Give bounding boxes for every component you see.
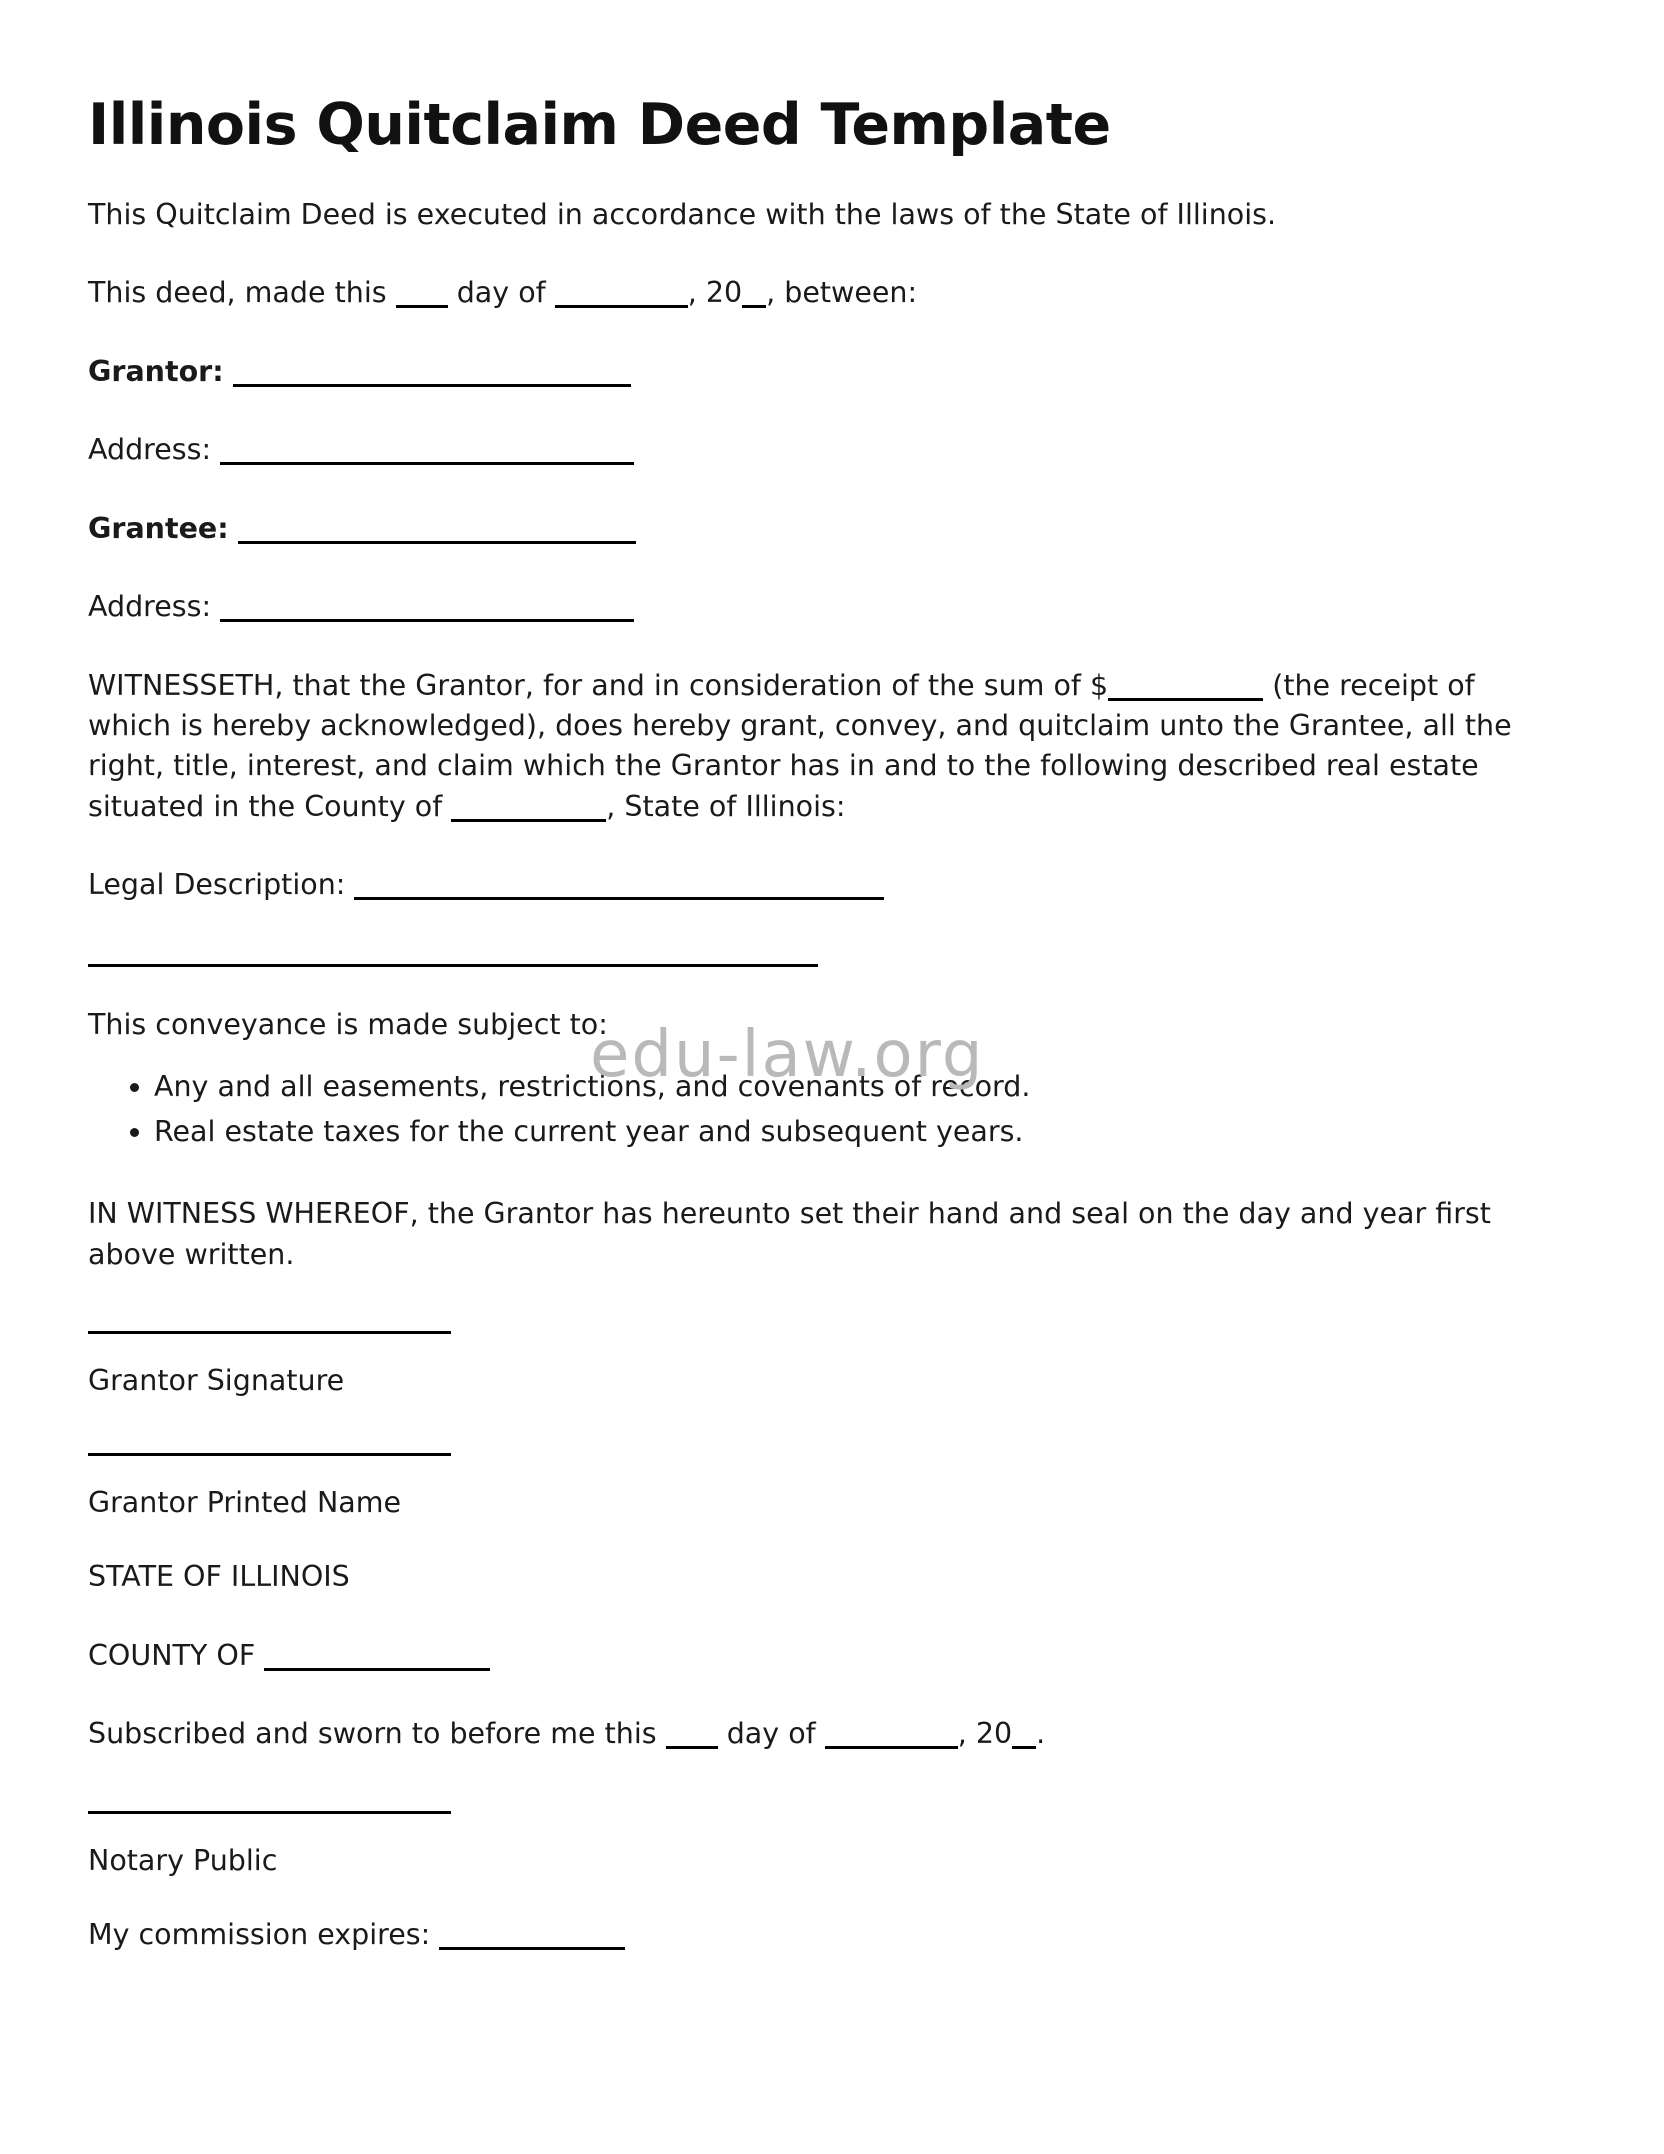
grantor-printed-name-label: Grantor Printed Name bbox=[88, 1486, 402, 1520]
state-line: STATE OF ILLINOIS bbox=[88, 1560, 350, 1594]
grantee-name-blank[interactable] bbox=[238, 523, 636, 544]
sworn-statement-line bbox=[88, 1676, 1543, 1754]
grantee-address-blank[interactable] bbox=[220, 601, 634, 622]
witness-whereof-paragraph: IN WITNESS WHEREOF, the Grantor has hereunto set their hand and seal on the day and year first above written. bbox=[88, 1197, 1491, 1271]
sworn-part3: , 20 bbox=[957, 1717, 1013, 1751]
grantor-signature-label: Grantor Signature bbox=[88, 1364, 345, 1398]
consideration-amount-blank[interactable] bbox=[1108, 680, 1263, 701]
list-item: • Any and all easements, restrictions, and covenants of record. bbox=[154, 1067, 1576, 1111]
grantee-label: Grantee: bbox=[88, 511, 229, 545]
commission-expires-row bbox=[88, 1877, 1543, 1955]
notary-signature-block bbox=[88, 1755, 1576, 1877]
day-blank[interactable] bbox=[396, 287, 448, 308]
sworn-part4: . bbox=[1036, 1717, 1046, 1751]
county-line-row bbox=[88, 1598, 1543, 1676]
month-blank[interactable] bbox=[555, 287, 688, 308]
grantor-name-blank[interactable] bbox=[233, 366, 631, 387]
grantor-label: Grantor: bbox=[88, 354, 224, 388]
grantor-address-blank[interactable] bbox=[220, 444, 634, 465]
conveyance-intro: This conveyance is made subject to: bbox=[88, 1007, 608, 1041]
county-blank[interactable] bbox=[451, 801, 606, 822]
notary-public-label: Notary Public bbox=[88, 1843, 278, 1877]
witnesseth-paragraph bbox=[88, 628, 1538, 828]
commission-expires-blank[interactable] bbox=[439, 1929, 625, 1950]
commission-expires-label: My commission expires: bbox=[88, 1917, 440, 1951]
grantor-field-row bbox=[88, 314, 1543, 392]
intro-paragraph: This Quitclaim Deed is executed in accordance with the laws of the State of Illinois. bbox=[88, 197, 1277, 231]
site-watermark: edu-law.org bbox=[590, 1018, 985, 1092]
sworn-part1: Subscribed and sworn to before me this bbox=[88, 1717, 666, 1751]
sworn-part2: day of bbox=[717, 1717, 825, 1751]
witnesseth-part1: WITNESSETH, that the Grantor, for and in consideration of the sum of $ bbox=[88, 668, 1109, 702]
grantee-address-label: Address: bbox=[88, 590, 212, 624]
grantee-field-row bbox=[88, 471, 1543, 549]
list-item: • Real estate taxes for the current year and subsequent years. bbox=[154, 1112, 1576, 1156]
execution-line-part2: day of bbox=[447, 276, 555, 310]
sworn-day-blank[interactable] bbox=[666, 1728, 718, 1749]
grantor-printed-name-block bbox=[88, 1397, 1576, 1519]
grantee-address-row bbox=[88, 549, 1543, 627]
page-title: Illinois Quitclaim Deed Template bbox=[88, 92, 1111, 158]
grantor-address-row bbox=[88, 392, 1543, 470]
year-blank[interactable] bbox=[742, 287, 766, 308]
notary-county-blank[interactable] bbox=[264, 1650, 490, 1671]
execution-line-part1: This deed, made this bbox=[88, 276, 396, 310]
legal-description-label: Legal Description: bbox=[88, 868, 346, 902]
witnesseth-part2: (the receipt of which is hereby acknowledged), does hereby grant, convey, and quitclaim unto the Grantee, all the right, title, interest, and claim which the Grantor has in and to the following described real estate situated in the County of bbox=[88, 668, 1512, 823]
legal-description-row bbox=[88, 827, 1543, 905]
grantor-address-label: Address: bbox=[88, 433, 212, 467]
witnesseth-part3: , State of Illinois: bbox=[606, 789, 846, 823]
grantor-signature-block bbox=[88, 1275, 1576, 1397]
legal-description-blank[interactable] bbox=[354, 879, 884, 900]
sworn-month-blank[interactable] bbox=[825, 1728, 958, 1749]
execution-line-part3: , 20 bbox=[687, 276, 743, 310]
execution-line-part4: , between: bbox=[766, 276, 918, 310]
sworn-year-blank[interactable] bbox=[1012, 1728, 1036, 1749]
execution-date-line bbox=[88, 235, 1543, 313]
county-of-label: COUNTY OF bbox=[88, 1638, 265, 1672]
conveyance-subject-list bbox=[88, 1045, 1576, 1156]
